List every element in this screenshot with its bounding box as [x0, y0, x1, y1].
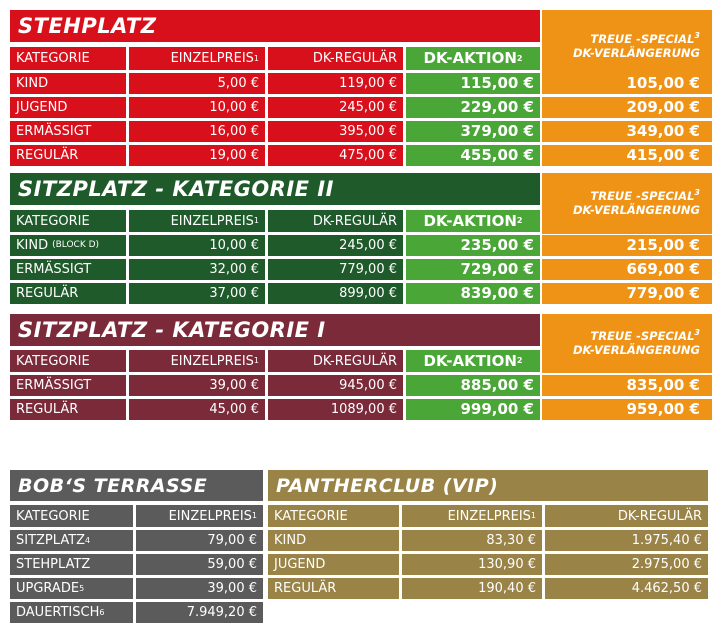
- row-dk-aktion: 839,00 €: [406, 283, 540, 304]
- row-dk-regulaer: 4.462,50 €: [545, 578, 708, 599]
- bobs-header-kategorie: KATEGORIE: [10, 505, 133, 527]
- stehplatz-header-einzelpreis-label: EINZELPREIS: [170, 51, 254, 66]
- row-dk-aktion: 379,00 €: [406, 121, 540, 142]
- row-kategorie: REGULÄR: [10, 283, 126, 304]
- sitz2-treue-line2: DK-VERLÄNGERUNG: [573, 202, 700, 217]
- row-kategorie: SITZPLATZ 4: [10, 530, 133, 551]
- row-einzelpreis: 39,00 €: [129, 375, 265, 396]
- row-treue: 209,00 €: [542, 97, 712, 118]
- row-dk-regulaer: 945,00 €: [268, 375, 403, 396]
- row-einzelpreis: 190,40 €: [402, 578, 542, 599]
- row-kategorie: DAUERTISCH 6: [10, 602, 133, 623]
- row-einzelpreis: 59,00 €: [136, 554, 263, 575]
- row-treue: 415,00 €: [542, 145, 712, 166]
- row-dk-regulaer: 1089,00 €: [268, 399, 403, 420]
- row-kategorie: [10, 235, 126, 256]
- panther-header-dk-regulaer: DK-REGULÄR: [545, 505, 708, 527]
- sitz2-treue-sup: 3: [694, 187, 700, 197]
- row-treue: 779,00 €: [542, 283, 712, 304]
- row-treue: 959,00 €: [542, 399, 712, 420]
- sitz2-header-einzelpreis: EINZELPREIS 1: [129, 210, 265, 232]
- sitz1-treue-line1: TREUE -SPECIAL: [590, 328, 695, 343]
- row-dk-regulaer: 779,00 €: [268, 259, 403, 280]
- row-dk-regulaer: 2.975,00 €: [545, 554, 708, 575]
- stehplatz-header-dk-aktion: DK-AKTION 2: [406, 47, 540, 70]
- row-kategorie: REGULÄR: [268, 578, 399, 599]
- row-kategorie-label: SITZPLATZ: [16, 533, 86, 548]
- row-kategorie: REGULÄR: [10, 399, 126, 420]
- row-kategorie-label: DAUERTISCH: [16, 605, 100, 620]
- row-dk-aktion: 229,00 €: [406, 97, 540, 118]
- row-dk-regulaer: 899,00 €: [268, 283, 403, 304]
- row-dk-regulaer: 475,00 €: [268, 145, 403, 166]
- panther-header-einzelpreis: EINZELPREIS 1: [402, 505, 542, 527]
- row-kategorie-note: (BLOCK D): [52, 240, 100, 250]
- bobs-header-einzelpreis: EINZELPREIS 1: [136, 505, 263, 527]
- row-kategorie-label: KIND: [16, 238, 49, 253]
- row-einzelpreis: 79,00 €: [136, 530, 263, 551]
- row-dk-aktion: 729,00 €: [406, 259, 540, 280]
- sitz1-header-dk-aktion: DK-AKTION 2: [406, 350, 540, 372]
- row-kategorie: ERMÄSSIGT: [10, 259, 126, 280]
- row-einzelpreis: 45,00 €: [129, 399, 265, 420]
- panther-header-kategorie: KATEGORIE: [268, 505, 399, 527]
- stehplatz-header-kategorie: KATEGORIE: [10, 47, 126, 70]
- row-kategorie: JUGEND: [10, 97, 126, 118]
- sitz2-header-kategorie: KATEGORIE: [10, 210, 126, 232]
- panther-header-einzelpreis-label: EINZELPREIS: [447, 508, 531, 524]
- stehplatz-treue-line2: DK-VERLÄNGERUNG: [573, 46, 700, 60]
- row-einzelpreis: 10,00 €: [129, 97, 265, 118]
- bobs-header-einzelpreis-label: EINZELPREIS: [168, 508, 252, 524]
- row-einzelpreis: 16,00 €: [129, 121, 265, 142]
- stehplatz-treue-sup: 3: [694, 31, 700, 41]
- row-kategorie: KIND: [10, 73, 126, 94]
- stehplatz-header-einzelpreis: EINZELPREIS 1: [129, 47, 265, 70]
- row-treue: 669,00 €: [542, 259, 712, 280]
- row-dk-aktion: 115,00 €: [406, 73, 540, 94]
- sitz2-header-einzelpreis-label: EINZELPREIS: [170, 213, 254, 229]
- sitz2-header-dk-aktion: DK-AKTION 2: [406, 210, 540, 232]
- row-einzelpreis: 39,00 €: [136, 578, 263, 599]
- sitz1-title: SITZPLATZ - KATEGORIE I: [10, 314, 540, 346]
- panther-title: PANTHERCLUB (VIP): [268, 470, 708, 501]
- sitz1-treue-header: [542, 314, 712, 373]
- row-einzelpreis: 10,00 €: [129, 235, 265, 256]
- sitz2-header-dk-regulaer: DK-REGULÄR: [268, 210, 403, 232]
- sitz2-title: SITZPLATZ - KATEGORIE II: [10, 173, 540, 205]
- stehplatz-header-dk-aktion-label: DK-AKTION: [423, 49, 517, 67]
- row-kategorie: UPGRADE 5: [10, 578, 133, 599]
- sitz1-treue-sup: 3: [694, 327, 700, 337]
- row-dk-regulaer: 245,00 €: [268, 97, 403, 118]
- row-dk-regulaer: 395,00 €: [268, 121, 403, 142]
- sitz1-header-einzelpreis-label: EINZELPREIS: [170, 353, 254, 369]
- sitz2-treue-header: [542, 173, 712, 234]
- row-einzelpreis: 83,30 €: [402, 530, 542, 551]
- sitz2-treue-line1: TREUE -SPECIAL: [590, 188, 695, 203]
- bobs-title: BOB‘S TERRASSE: [10, 470, 263, 501]
- stehplatz-treue-line1: TREUE -SPECIAL: [590, 32, 695, 47]
- sitz1-treue-line2: DK-VERLÄNGERUNG: [573, 342, 700, 357]
- row-kategorie: JUGEND: [268, 554, 399, 575]
- row-kategorie: ERMÄSSIGT: [10, 375, 126, 396]
- row-einzelpreis: 19,00 €: [129, 145, 265, 166]
- row-einzelpreis: 130,90 €: [402, 554, 542, 575]
- row-dk-aktion: 235,00 €: [406, 235, 540, 256]
- stehplatz-header-dk-regulaer: DK-REGULÄR: [268, 47, 403, 70]
- row-treue: 835,00 €: [542, 375, 712, 396]
- row-kategorie: STEHPLATZ: [10, 554, 133, 575]
- row-dk-regulaer: 1.975,40 €: [545, 530, 708, 551]
- row-einzelpreis: 5,00 €: [129, 73, 265, 94]
- row-einzelpreis: 32,00 €: [129, 259, 265, 280]
- row-kategorie: KIND: [268, 530, 399, 551]
- row-einzelpreis: 37,00 €: [129, 283, 265, 304]
- sitz1-header-dk-aktion-label: DK-AKTION: [423, 351, 517, 370]
- row-treue: 105,00 €: [542, 73, 712, 94]
- row-kategorie: REGULÄR: [10, 145, 126, 166]
- row-dk-aktion: 455,00 €: [406, 145, 540, 166]
- row-einzelpreis: 7.949,20 €: [136, 602, 263, 623]
- sitz1-header-kategorie: KATEGORIE: [10, 350, 126, 372]
- row-treue: 349,00 €: [542, 121, 712, 142]
- row-kategorie-label: UPGRADE: [16, 581, 80, 596]
- sitz1-header-dk-regulaer: DK-REGULÄR: [268, 350, 403, 372]
- row-dk-aktion: 999,00 €: [406, 399, 540, 420]
- row-dk-regulaer: 245,00 €: [268, 235, 403, 256]
- row-treue: 215,00 €: [542, 235, 712, 256]
- sitz1-header-einzelpreis: EINZELPREIS 1: [129, 350, 265, 372]
- row-dk-aktion: 885,00 €: [406, 375, 540, 396]
- row-kategorie: ERMÄSSIGT: [10, 121, 126, 142]
- row-dk-regulaer: 119,00 €: [268, 73, 403, 94]
- sitz2-header-dk-aktion-label: DK-AKTION: [423, 211, 517, 230]
- stehplatz-title: STEHPLATZ: [10, 10, 540, 42]
